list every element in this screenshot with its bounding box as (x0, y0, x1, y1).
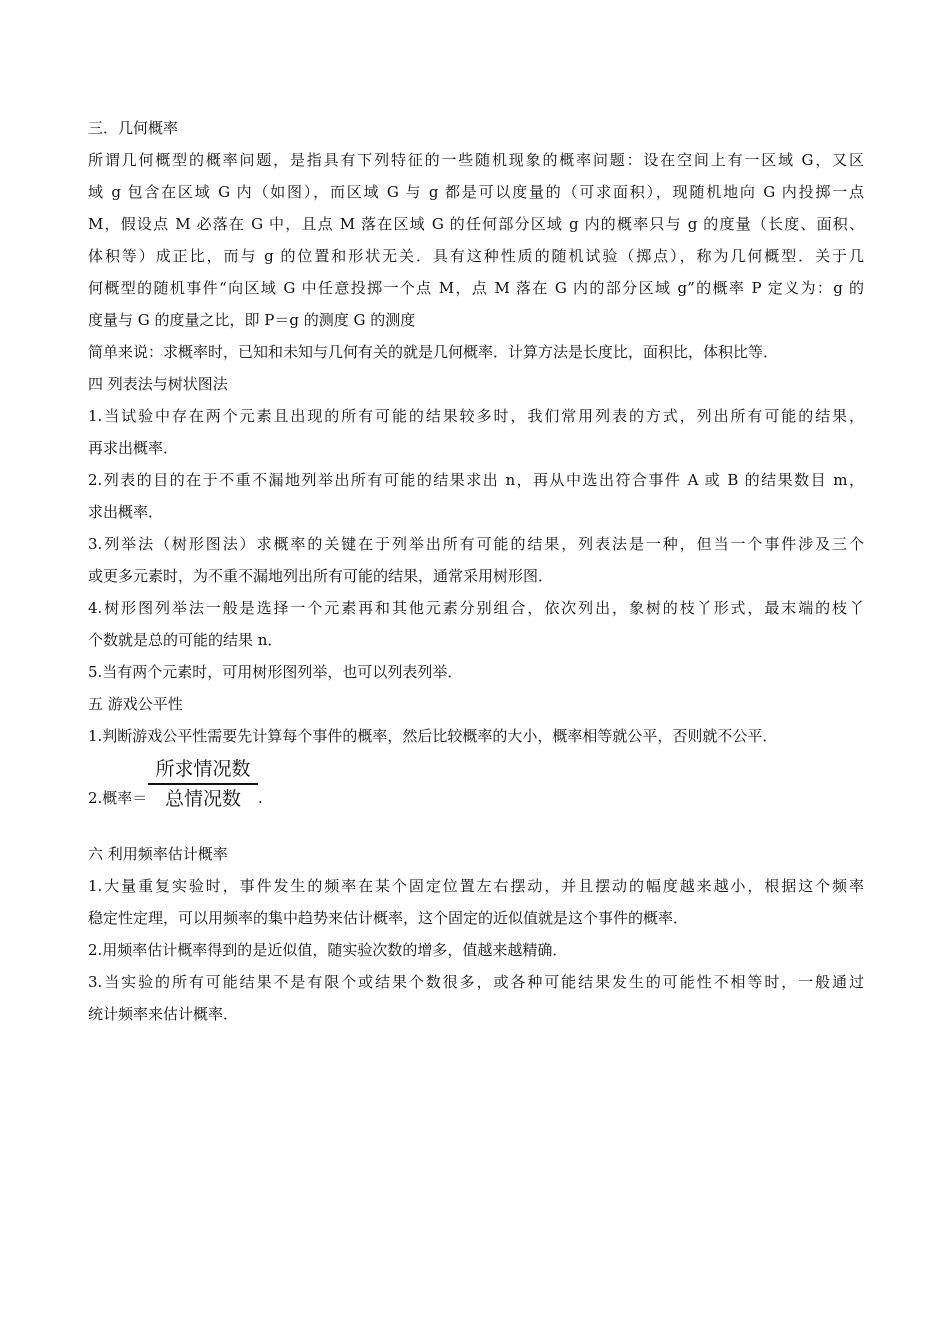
section-3-line-4: 体积等）成正比，而与 g 的位置和形状无关．具有这种性质的随机试验（掷点），称为几何概型．关于几 (88, 247, 864, 265)
section-6-line-2: 稳定性定理，可以用频率的集中趋势来估计概率，这个固定的近似值就是这个事件的概率． (88, 909, 689, 927)
section-4-line-2: 再求出概率． (88, 439, 179, 457)
section-3-line-7: 简单来说：求概率时，已知和未知与几何有关的就是几何概率．计算方法是长度比，面积比，体积比等． (88, 343, 779, 361)
formula-prefix: 2.概率＝ (88, 789, 148, 807)
section-4-line-5: 3.列举法（树形图法）求概率的关键在于列举出所有可能的结果，列表法是一种，但当一个事件涉及三个 (88, 535, 864, 553)
section-4-line-9: 5.当有两个元素时，可用树形图列举，也可以列表列举． (88, 663, 463, 681)
section-4-line-8: 个数就是总的可能的结果 n． (88, 631, 283, 649)
section-3-line-6: 度量与 G 的度量之比，即 P＝g 的测度 G 的测度 (88, 311, 416, 329)
formula-numerator: 所求情况数 (155, 758, 251, 780)
section-6-line-1: 1.大量重复实验时，事件发生的频率在某个固定位置左右摆动，并且摆动的幅度越来越小，根据这个频率 (88, 877, 864, 895)
section-4-line-4: 求出概率． (88, 503, 164, 521)
section-5-line-1: 1.判断游戏公平性需要先计算每个事件的概率，然后比较概率的大小，概率相等就公平，否则就不公平． (88, 727, 778, 745)
section-6-line-5: 统计频率来估计概率． (88, 1005, 239, 1023)
fraction-bar (148, 783, 258, 785)
formula-suffix: . (258, 789, 263, 807)
probability-formula (88, 756, 864, 818)
section-3-line-1: 所谓几何概型的概率问题，是指具有下列特征的一些随机现象的概率问题：设在空间上有一区域 G，又区 (88, 151, 864, 169)
section-4-line-3: 2.列表的目的在于不重不漏地列举出所有可能的结果求出 n，再从中选出符合事件 A 或 B 的结果数目 m， (88, 471, 864, 489)
section-3-line-2: 域 g 包含在区域 G 内（如图），而区域 G 与 g 都是可以度量的（可求面积），现随机地向 G 内投掷一点 (88, 183, 864, 201)
document-page (88, 112, 864, 1030)
section-3-line-3: M，假设点 M 必落在 G 中，且点 M 落在区域 G 的任何部分区域 g 内的概率只与 g 的度量（长度、面积、 (88, 215, 864, 233)
section-4-line-1: 1.当试验中存在两个元素且出现的所有可能的结果较多时，我们常用列表的方式，列出所有可能的结果， (88, 407, 864, 425)
section-4-line-6: 或更多元素时，为不重不漏地列出所有可能的结果，通常采用树形图． (88, 567, 554, 585)
section-4-title: 四 列表法与树状图法 (88, 375, 228, 393)
section-6-line-4: 3.当实验的所有可能结果不是有限个或结果个数很多，或各种可能结果发生的可能性不相等时，一般通过 (88, 973, 864, 991)
section-3-title: 三．几何概率 (88, 119, 179, 137)
section-5-title: 五 游戏公平性 (88, 695, 183, 713)
section-3-line-5: 何概型的随机事件“向区域 G 中任意投掷一个点 M，点 M 落在 G 内的部分区域 g”的概率 P 定义为：g 的 (88, 279, 864, 297)
section-6-title: 六 利用频率估计概率 (88, 845, 228, 863)
section-4-line-7: 4.树形图列举法一般是选择一个元素再和其他元素分别组合，依次列出，象树的枝丫形式，最末端的枝丫 (88, 599, 864, 617)
formula-denominator: 总情况数 (164, 788, 241, 810)
section-6-line-3: 2.用频率估计概率得到的是近似值，随实验次数的增多，值越来越精确． (88, 941, 568, 959)
formula-fraction (148, 756, 258, 812)
